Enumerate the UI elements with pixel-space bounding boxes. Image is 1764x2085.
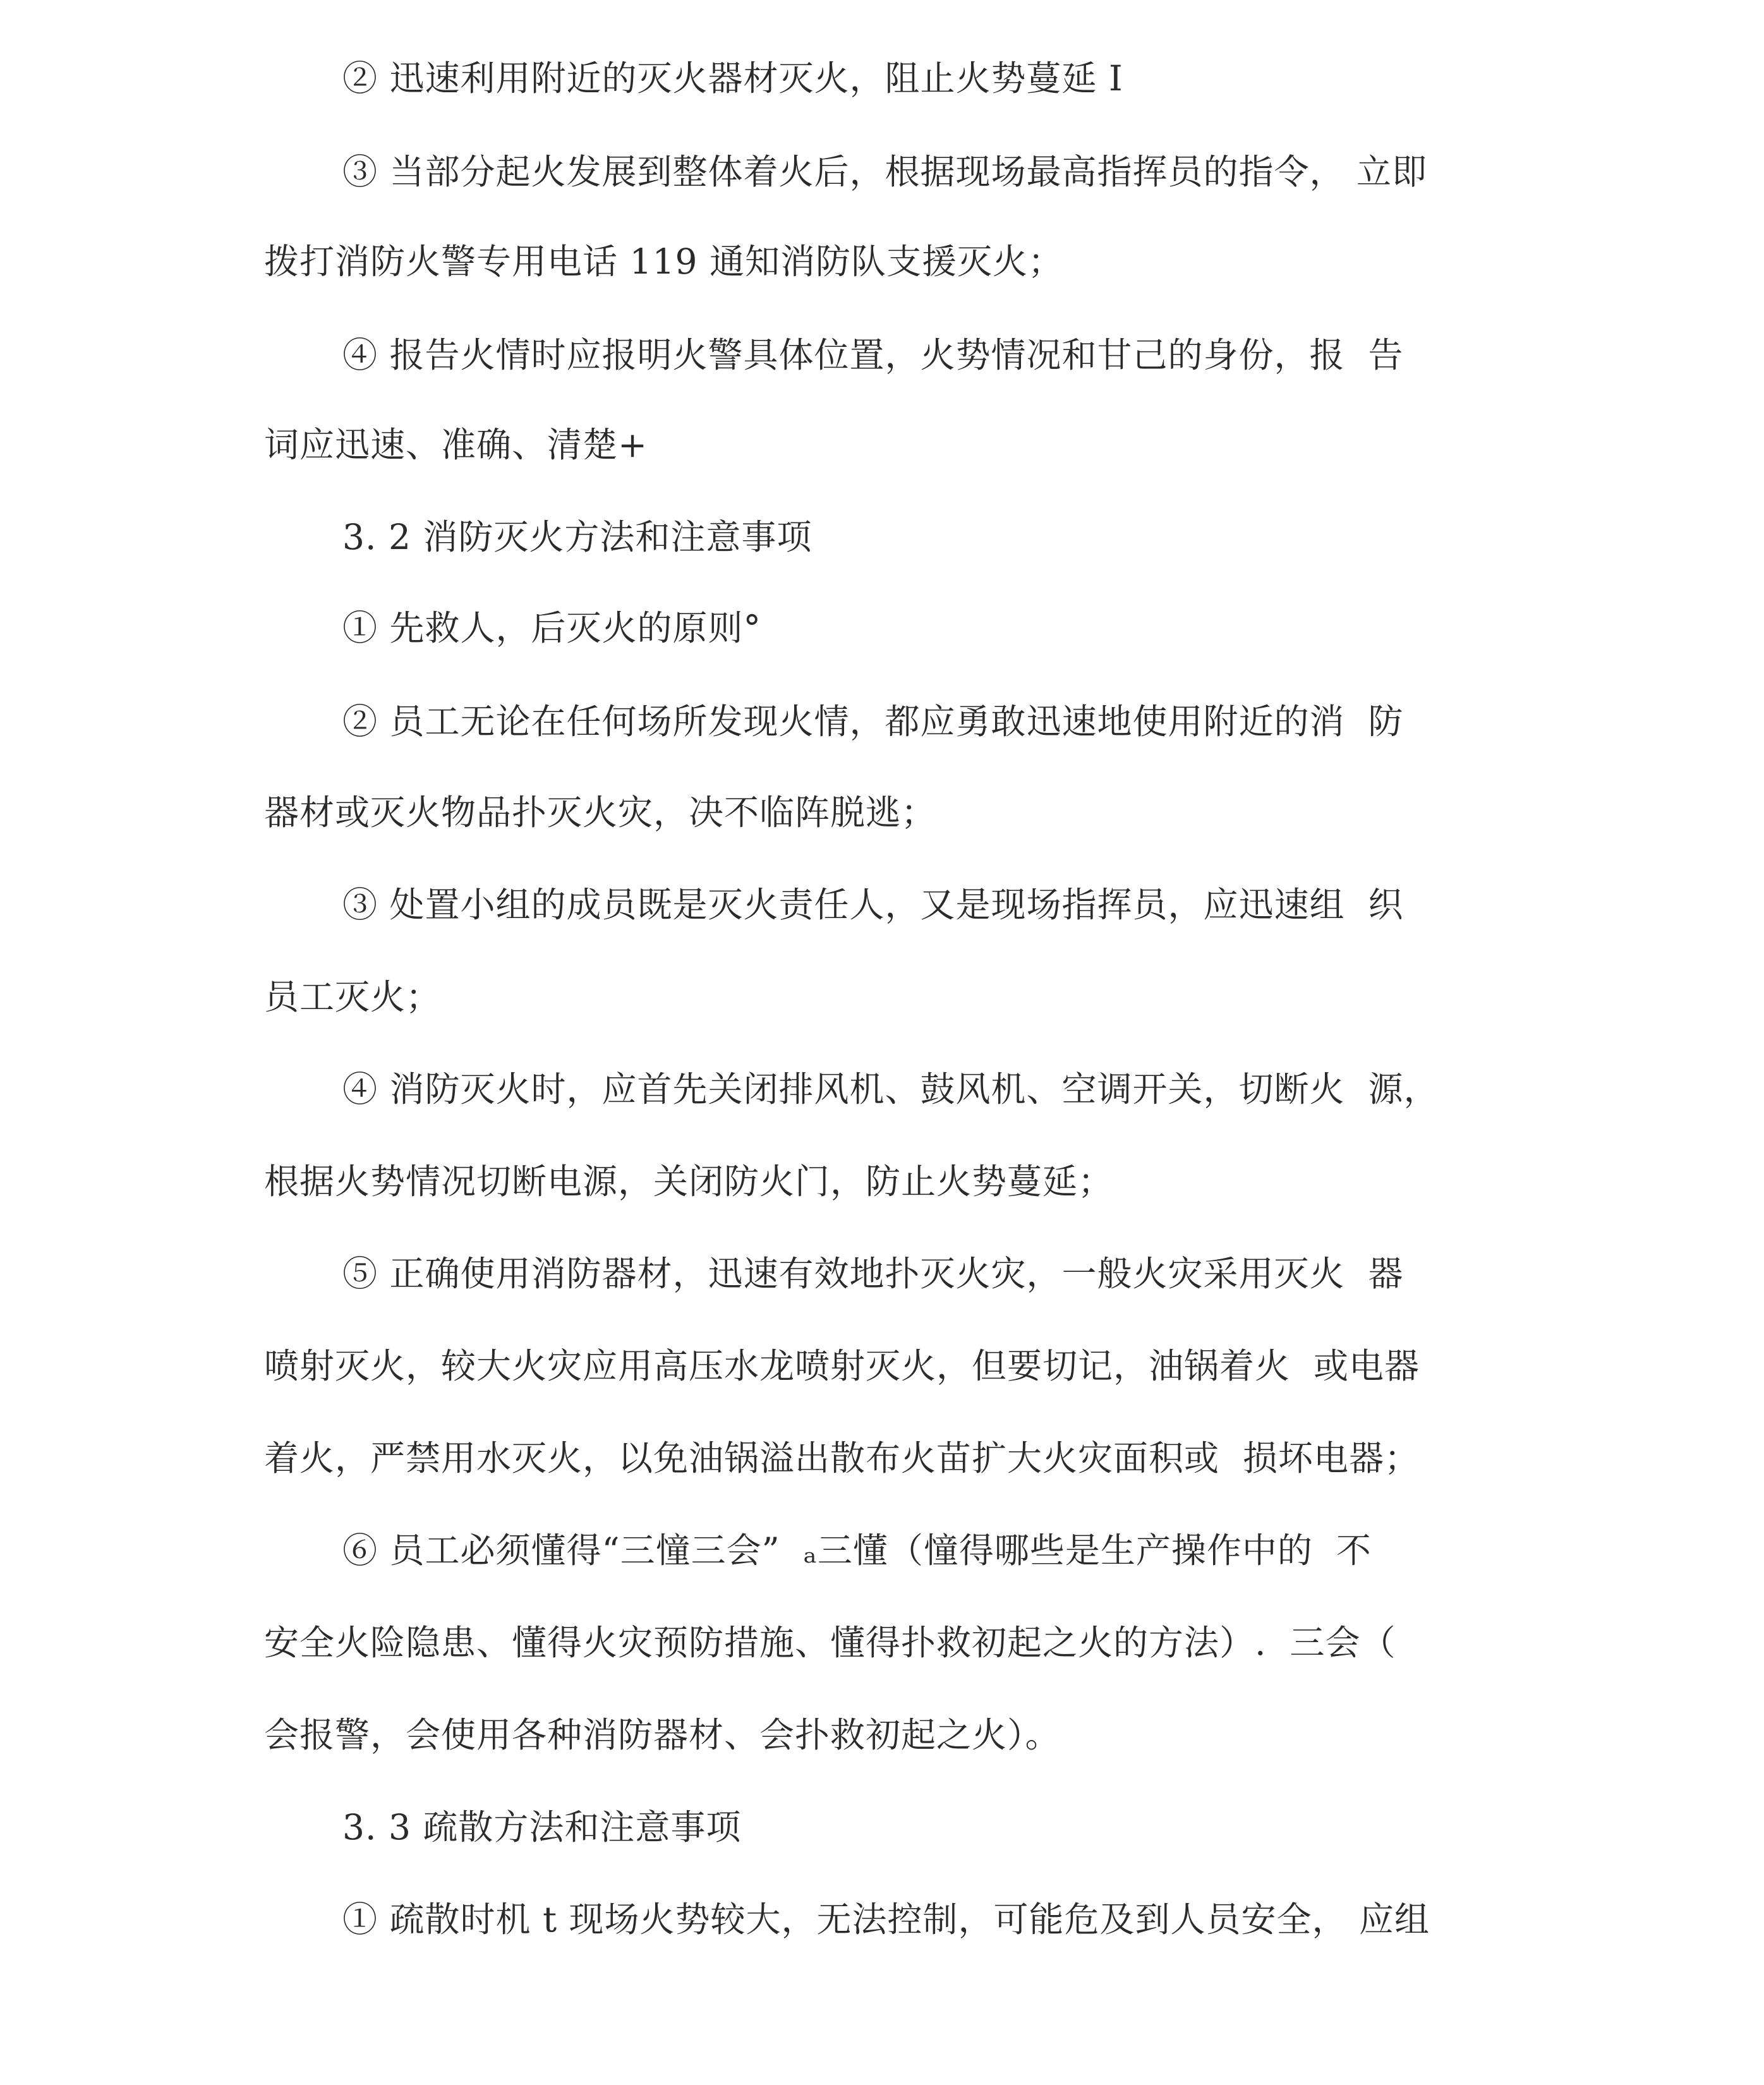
section-heading: 3. 3 疏散方法和注意事项 — [342, 1807, 742, 1847]
paragraph-line: 根据火势情况切断电源，关闭防火门，防止火势蔓延； — [264, 1161, 1114, 1202]
paragraph-line: ④ 消防灭火时，应首先关闭排风机、鼓风机、空调开关，切断火 源， — [342, 1069, 1439, 1109]
paragraph-line: ① 先救人，后灭火的原则° — [342, 608, 761, 648]
paragraph-line: ② 迅速利用附近的灭火器材灭火，阻止火势蔓延 I — [342, 58, 1123, 99]
paragraph-line: 着火，严禁用水灭火，以免油锅溢出散布火苗扩大火灾面积或 损坏电器； — [264, 1438, 1420, 1478]
paragraph-line: ③ 处置小组的成员既是灭火责任人，又是现场指挥员，应迅速组 织 — [342, 885, 1404, 925]
paragraph-line: 拨打消防火警专用电话 119 通知消防队支援灭火； — [264, 241, 1063, 282]
paragraph-line: 喷射灭火，较大火灾应用高压水龙喷射灭火，但要切记，油锅着火 或电器 — [264, 1346, 1420, 1386]
paragraph-line: 词应迅速、准确、清楚+ — [264, 425, 648, 465]
paragraph-line: ④ 报告火情时应报明火警具体位置，火势情况和甘己的身份，报 告 — [342, 335, 1404, 375]
paragraph-line: 器材或灭火物品扑灭火灾，决不临阵脱逃； — [264, 792, 937, 833]
paragraph-line: ⑥ 员工必须懂得“三憧三会” ₐ三懂（憧得哪些是生产操作中的 不 — [342, 1530, 1372, 1571]
paragraph-line: 会报警，会使用各种消防器材、会扑救初起之火）。 — [264, 1715, 1061, 1755]
paragraph-line: ③ 当部分起火发展到整体着火后，根据现场最高指挥员的指令， 立即 — [342, 152, 1427, 192]
section-heading: 3. 2 消防灭火方法和注意事项 — [342, 517, 813, 557]
paragraph-line: ⑤ 正确使用消防器材，迅速有效地扑灭火灾，一般火灾采用灭火 器 — [342, 1254, 1404, 1294]
paragraph-line: 员工灭火； — [264, 977, 442, 1017]
paragraph-line: 安全火险隐患、懂得火灾预防措施、懂得扑救初起之火的方法）. 三会（ — [264, 1623, 1396, 1663]
paragraph-line: ① 疏散时机 t 现场火势较大，无法控制，可能危及到人员安全， 应组 — [342, 1899, 1430, 1940]
paragraph-line: ② 员工无论在任何场所发现火情，都应勇敢迅速地使用附近的消 防 — [342, 701, 1404, 742]
